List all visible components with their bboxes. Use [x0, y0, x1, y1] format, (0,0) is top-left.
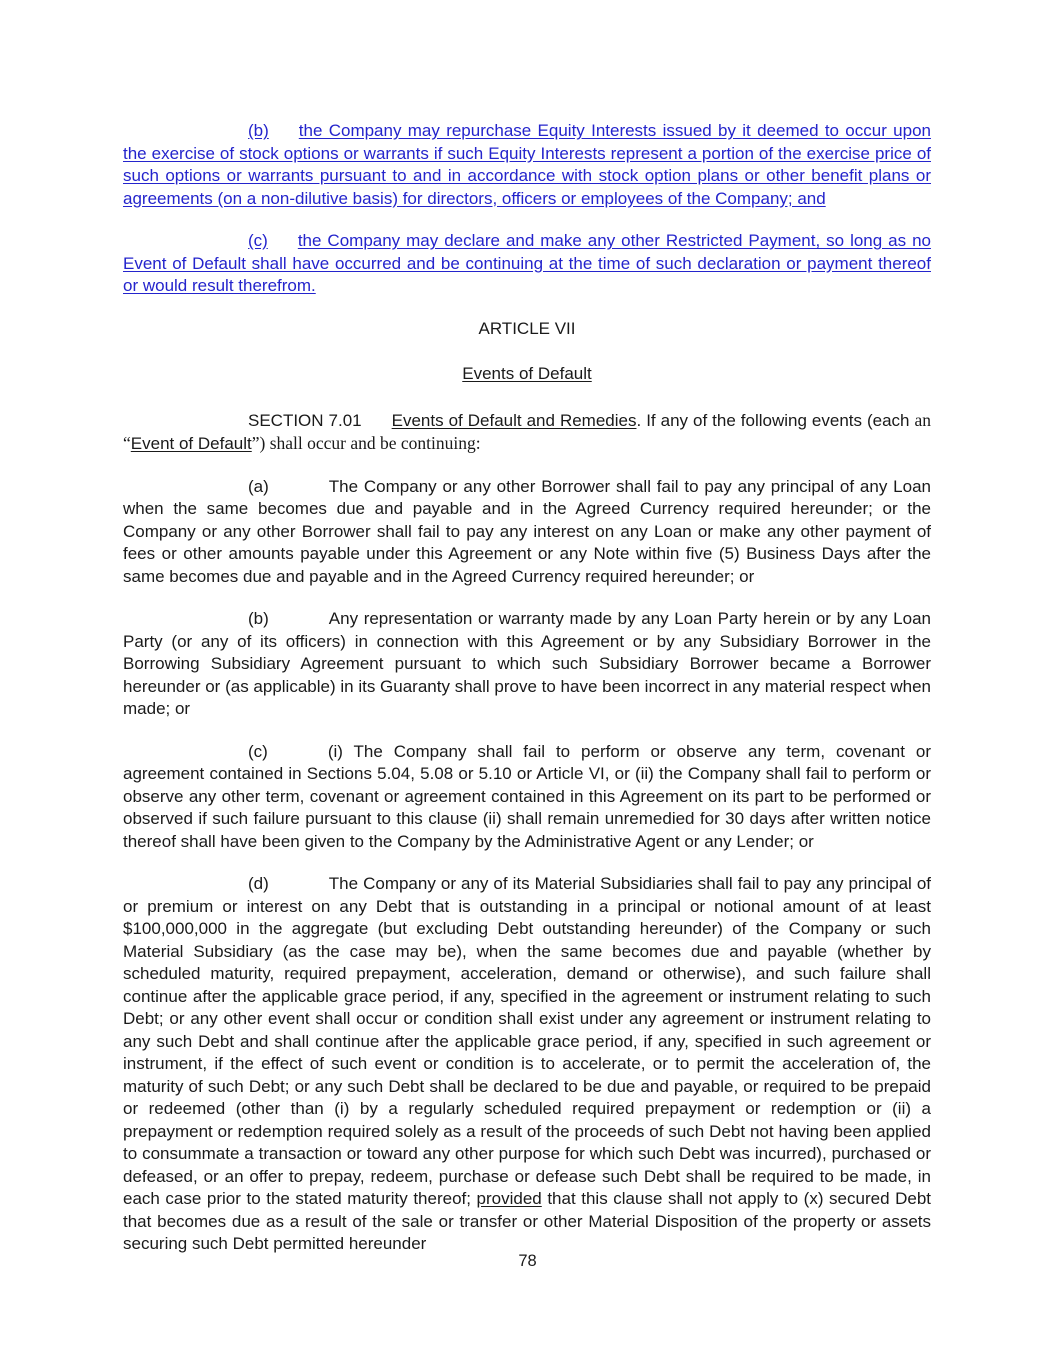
text-segment: SECTION 7.01: [248, 410, 362, 430]
text-segment: The Company or any of its Material Subsidiaries shall fail to pay any principal of or premium or interest on any Debt that is outstanding in a principal or notional amount of at least $100,000,000 in the aggregate (but excluding Debt outstanding hereunder) of the Company or such Material Subsidiary (as the case may be), when the same becomes due and payable (whether by scheduled maturity, required prepayment, acceleration, demand or otherwise), and such failure shall continue after the applicable grace period, if any, specified in the agreement or instrument relating to such Debt; or any other event shall occur or condition shall exist under any agreement or instrument relating to any such Debt and shall continue after the applicable grace period, if any, specified in such agreement or instrument, if the effect of such event or condition is to accelerate, or to permit the acceleration of, the maturity of such Debt; or any such Debt shall be declared to be due and payable, or required to be prepaid or redeemed (other than (i) by a regularly scheduled required prepayment or redemption or (ii) a prepayment or redemption required solely as a result of the proceeds of such Debt not having been applied to consummate a transaction or toward any other purpose for which such Debt was incurred), purchased or defeased, or an offer to prepay, redeem, purchase or defease such Debt shall be required to be made, in each case prior to the stated maturity thereof;: [123, 874, 931, 1208]
text-segment: (c): [248, 231, 268, 250]
clause-a-paragraph: [123, 476, 931, 589]
text-segment: ARTICLE VII: [478, 318, 576, 338]
text-segment: the Company may repurchase Equity Interests issued by it deemed to occur upon the exercise of stock options or warrants if such Equity Interests represent a portion of the exercise price of such options or warrants pursuant to and in accordance with stock option plans or other benefit plans or agreements (on a non-dilutive basis) for directors, officers or employees of the Company; and: [123, 121, 931, 208]
text-segment: Event of Default: [130, 434, 252, 453]
text-segment: (i) The Company shall fail to perform or observe any term, covenant or agreement contained in Sections 5.04, 5.08 or 5.10 or Article VI, or (ii) the Company shall fail to perform or observe any other term, covenant or agreement contained in this Agreement on its part to be performed or observed if such failure pursuant to this clause (ii) shall remain unremedied for 30 days after written notice thereof shall have been given to the Company by the Administrative Agent or any Lender; or: [123, 741, 931, 851]
clause-c-paragraph: [123, 741, 931, 854]
text-segment: ”) shall occur and be continuing:: [251, 433, 481, 453]
text-segment: (a): [248, 476, 269, 496]
document-blocks: [123, 120, 931, 1276]
text-segment: the Company may declare and make any other Restricted Payment, so long as no Event of Default shall have occurred and be continuing at the time of such declaration or payment thereof or would result therefrom.: [123, 231, 931, 295]
clause-d-paragraph: [123, 873, 931, 1256]
text-segment: that this clause shall not apply to (x) secured Debt that becomes due as a result of the sale or transfer or other Material Disposition of the property or assets securing such Debt permitted hereunder: [123, 1189, 932, 1253]
text-segment: The Company or any other Borrower shall fail to pay any principal of any Loan when the same becomes due and payable and in the Agreed Currency required hereunder; or the Company or any other Borrower shall fail to pay any interest on any Loan or make any other payment of fees or other amounts payable under this Agreement or any Note within five (5) Business Days after the same becomes due and payable and in the Agreed Currency required hereunder; or: [123, 476, 931, 586]
section-7-01-paragraph: [123, 409, 931, 456]
inserted-clause-b: [123, 120, 931, 210]
text-segment: provided: [476, 1189, 542, 1208]
text-segment: . If any of the following events (each: [636, 410, 915, 430]
text-segment: an “: [123, 409, 932, 453]
events-of-default-heading: [123, 363, 931, 386]
text-segment: (c): [248, 741, 268, 761]
clause-b-paragraph: [123, 608, 931, 721]
inserted-clause-c: [123, 230, 931, 298]
text-segment: (b): [248, 609, 269, 628]
page-number: 78: [518, 1252, 537, 1270]
text-segment: Events of Default: [462, 364, 592, 383]
text-segment: (b): [248, 121, 269, 140]
text-segment: (d): [248, 874, 269, 893]
text-segment: Events of Default and Remedies: [391, 410, 637, 430]
article-vii-heading: [123, 318, 931, 341]
text-segment: Any representation or warranty made by any Loan Party herein or by any Loan Party (or any of its officers) in connection with this Agreement or by any Subsidiary Borrower in the Borrowing Subsidiary Agreement pursuant to which such Subsidiary Borrower became a Borrower hereunder or (as applicable) in its Guaranty shall prove to have been incorrect in any material respect when made; or: [123, 609, 931, 718]
